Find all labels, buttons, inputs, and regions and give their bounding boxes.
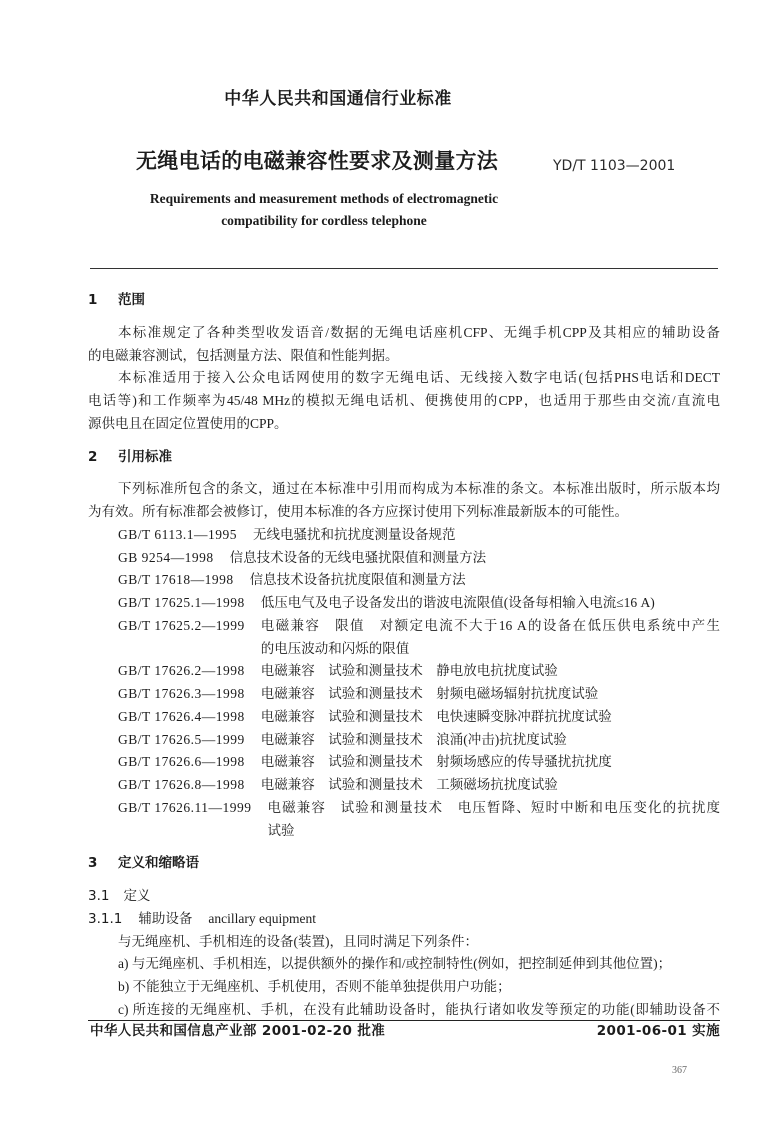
text-line: 本标准适用于接入公众电话网使用的数字无绳电话、无线接入数字电话(包括PHS电话和DECT (118, 370, 720, 386)
standard-category: 中华人民共和国通信行业标准 (224, 89, 452, 109)
reference-item (88, 729, 720, 752)
reference-title (261, 706, 720, 729)
header-divider (90, 268, 718, 269)
reference-item (88, 706, 720, 729)
section-number: 2 (88, 448, 98, 465)
subsection-heading (88, 885, 720, 908)
document-body (88, 279, 720, 1022)
reference-title-line: 电磁兼容 试验和测量技术 工频磁场抗扰度试验 (260, 777, 558, 792)
reference-title (261, 683, 720, 706)
term-chinese: 辅助设备 (138, 910, 193, 927)
reference-code: GB/T 17626.2—1998 (118, 663, 245, 679)
text-line: 与无绳座机、手机相连的设备(装置)，且同时满足下列条件： (118, 933, 478, 949)
reference-code: GB/T 17626.4—1998 (118, 708, 245, 724)
reference-title-line: 电磁兼容 限值 对额定电流不大于16 A的设备在低压供电系统中产生 (260, 617, 720, 633)
reference-item (88, 569, 720, 592)
reference-item (88, 683, 720, 706)
section-number: 1 (88, 292, 98, 308)
subsection-number: 3.1 (88, 888, 110, 904)
paragraph (88, 478, 720, 524)
reference-item (88, 774, 720, 797)
reference-title-line: 电磁兼容 试验和测量技术 电快速瞬变脉冲群抗扰度试验 (260, 708, 612, 724)
reference-title-line: 信息技术设备的无线电骚扰限值和测量方法 (229, 549, 487, 565)
reference-title-line: 低压电气及电子设备发出的谐波电流限值(设备每相输入电流≤16 A) (260, 595, 655, 610)
text-line: 电话等)和工作频率为45/48 MHz的模拟无绳电话机、便携使用的CPP，也适用于那些由交流/直流电 (88, 393, 720, 408)
reference-title-line: 电磁兼容 试验和测量技术 静电放电抗扰度试验 (260, 663, 558, 679)
reference-code: GB/T 17626.3—1998 (118, 686, 245, 701)
reference-title (261, 729, 720, 752)
section-number: 3 (88, 855, 98, 872)
reference-title (250, 569, 720, 592)
page-number: 367 (672, 1065, 687, 1076)
text-line: 的电磁兼容测试，包括测量方法、限值和性能判据。 (88, 347, 399, 363)
reference-code: GB/T 6113.1—1995 (118, 526, 238, 542)
reference-title (261, 660, 720, 683)
reference-title-line: 无线电骚扰和抗扰度测量设备规范 (253, 526, 456, 542)
condition-item: c) 所连接的无绳座机、手机，在没有此辅助设备时，能执行诸如收发等预定的功能(即辅助设备不 (118, 1001, 720, 1017)
reference-code: GB/T 17626.11—1999 (118, 799, 252, 815)
reference-code: GB/T 17626.8—1998 (118, 777, 245, 792)
definition-body (88, 931, 720, 1022)
section-heading-scope (88, 289, 720, 312)
paragraph (88, 322, 720, 368)
footer-divider (88, 1020, 720, 1021)
reference-title (230, 547, 720, 570)
section-title: 范围 (118, 292, 145, 308)
reference-title-line: 的电压波动和闪烁的限值 (260, 640, 410, 656)
reference-title-line: 电磁兼容 试验和测量技术 射频场感应的传导骚扰抗扰度 (260, 754, 612, 770)
reference-title (268, 797, 720, 843)
standard-code: YD/T 1103—2001 (553, 158, 676, 174)
term-number: 3.1.1 (88, 910, 123, 927)
text-line: 本标准规定了各种类型收发语音/数据的无绳电话座机CFP、无绳手机CPP及其相应的辅助设备 (118, 324, 720, 340)
reference-code: GB/T 17626.6—1998 (118, 754, 245, 770)
english-title-line-2: compatibility for cordless telephone (221, 213, 427, 228)
reference-item (88, 751, 720, 774)
effective-date: 2001-06-01 实施 (596, 1023, 720, 1039)
text-line: 下列标准所包含的条文，通过在本标准中引用而构成为本标准的条文。本标准出版时，所示版本均 (118, 481, 720, 497)
definition-term-heading (88, 908, 720, 931)
document-title: 无绳电话的电磁兼容性要求及测量方法 (136, 149, 499, 173)
text-line: 源供电且在固定位置使用的CPP。 (88, 415, 288, 431)
reference-code: GB 9254—1998 (118, 549, 214, 565)
section-heading-definitions (88, 852, 720, 875)
condition-item: a) 与无绳座机、手机相连，以提供额外的操作和/或控制特性(例如，把控制延伸到其他位置)； (118, 956, 672, 972)
condition-item: b) 不能独立于无绳座机、手机使用，否则不能单独提供用户功能； (118, 979, 511, 994)
reference-title-line: 信息技术设备抗扰度限值和测量方法 (249, 572, 466, 588)
reference-code: GB/T 17618—1998 (118, 572, 234, 588)
paragraph (88, 367, 720, 435)
reference-item (88, 660, 720, 683)
reference-code: GB/T 17625.1—1998 (118, 595, 245, 610)
reference-list (88, 524, 720, 843)
term-english: ancillary equipment (208, 910, 316, 926)
reference-item (88, 592, 720, 615)
reference-title-line: 电磁兼容 试验和测量技术 射频电磁场辐射抗扰度试验 (260, 686, 599, 701)
text-line: 为有效。所有标准都会被修订，使用本标准的各方应探讨使用下列标准最新版本的可能性。 (88, 504, 628, 519)
reference-title (261, 592, 720, 615)
reference-title (261, 751, 720, 774)
section-title: 定义和缩略语 (118, 855, 199, 872)
reference-item (88, 547, 720, 570)
reference-title-line: 试验 (267, 822, 295, 838)
reference-item (88, 615, 720, 661)
reference-code: GB/T 17626.5—1999 (118, 731, 245, 747)
reference-title-line: 电磁兼容 试验和测量技术 浪涌(冲击)抗扰度试验 (260, 731, 567, 747)
reference-title-line: 电磁兼容 试验和测量技术 电压暂降、短时中断和电压变化的抗扰度 (267, 799, 720, 815)
subsection-title: 定义 (123, 888, 151, 904)
reference-item (88, 524, 720, 547)
section-heading-normative-references (88, 446, 720, 469)
approval-statement: 中华人民共和国信息产业部 2001-02-20 批准 (90, 1023, 386, 1039)
reference-title (253, 524, 720, 547)
reference-item (88, 797, 720, 843)
reference-code: GB/T 17625.2—1999 (118, 617, 245, 633)
reference-title (261, 774, 720, 797)
section-title: 引用标准 (118, 448, 172, 465)
reference-title (261, 615, 720, 661)
english-title-line-1: Requirements and measurement methods of electromagnetic (149, 191, 499, 206)
